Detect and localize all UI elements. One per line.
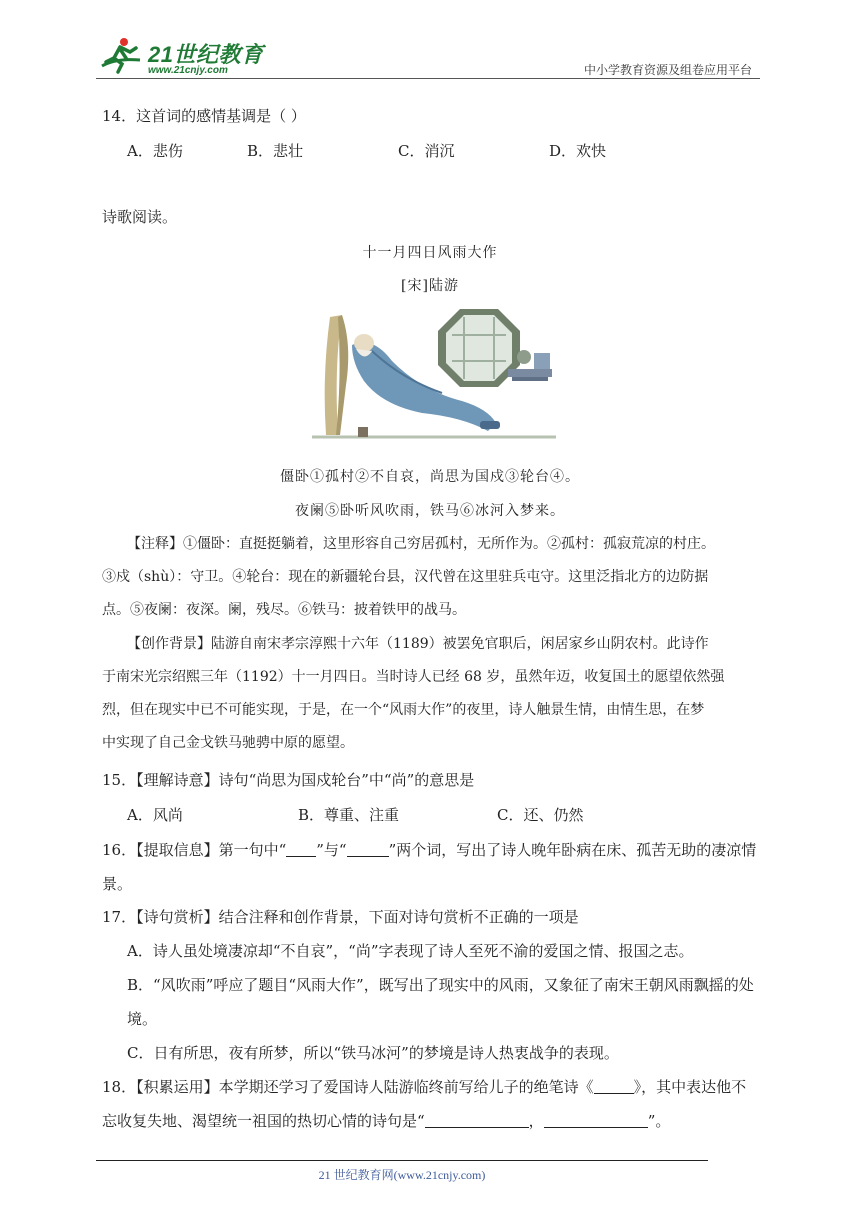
footer-divider	[96, 1160, 708, 1161]
site-logo	[96, 36, 266, 78]
q18-blank-line-1[interactable]	[425, 1113, 529, 1128]
header-divider	[96, 78, 760, 79]
q16-blank-2[interactable]	[347, 842, 389, 857]
background-line-3: 烈，但在现实中已不可能实现，于是，在一个“风雨大作”的夜里，诗人触景生情，由情生思，在梦	[102, 702, 705, 718]
q14-option-b: B．悲壮	[247, 142, 304, 160]
q18-text-5: ”。	[647, 1112, 671, 1130]
question-15: 15．【理解诗意】诗句“尚思为国戍轮台”中“尚”的意思是	[102, 771, 475, 789]
question-14: 14．这首词的感情基调是（ ）	[102, 107, 306, 125]
q15-option-b: B．尊重、注重	[298, 806, 400, 824]
poem-line-2: 夜阑⑤卧听风吹雨，铁马⑥冰河入梦来。	[295, 503, 565, 519]
q17-option-c: C．日有所思，夜有所梦，所以“铁马冰河”的梦境是诗人热衷战争的表现。	[127, 1044, 619, 1062]
q14-option-d: D．欢快	[549, 142, 607, 160]
question-16-line-2: 景。	[102, 875, 133, 893]
q17-option-b: B．“风吹雨”呼应了题目“风雨大作”，既写出了现实中的风雨，又象征了南宋王朝风雨飘摇的处	[127, 976, 754, 994]
q17-option-a: A．诗人虽处境凄凉却“不自哀”，“尚”字表现了诗人至死不渝的爱国之情、报国之志。	[127, 942, 694, 960]
background-line-2: 于南宋光宗绍熙三年（1192）十一月四日。当时诗人已经 68 岁，虽然年迈，收复国土的愿望依然强	[102, 669, 725, 685]
question-18	[102, 1076, 746, 1097]
platform-label: 中小学教育资源及组卷应用平台	[583, 63, 752, 77]
background-line-1: 【创作背景】陆游自南宋孝宗淳熙十六年（1189）被罢免官职后，闲居家乡山阴农村。此诗作	[127, 636, 709, 652]
q15-option-a: A．风尚	[127, 806, 183, 824]
question-18-line-2	[102, 1110, 670, 1131]
q16-blank-1[interactable]	[286, 842, 316, 857]
q18-text-3: 忘收复失地、渴望统一祖国的热切心情的诗句是“	[102, 1112, 425, 1130]
footer-text: 21 世纪教育网(www.21cnjy.com)	[318, 1168, 486, 1182]
q14-option-a: A．悲伤	[127, 142, 183, 160]
background-line-4: 中实现了自己金戈铁马驰骋中原的愿望。	[102, 735, 354, 751]
section-intro: 诗歌阅读。	[102, 208, 178, 226]
running-man-icon	[96, 36, 148, 78]
q16-text-1: 16．【提取信息】第一句中“	[102, 841, 287, 859]
question-17: 17．【诗句赏析】结合注释和创作背景，下面对诗句赏析不正确的一项是	[102, 908, 579, 926]
q14-option-c: C．消沉	[398, 142, 455, 160]
logo-text: 21世纪教育	[148, 42, 264, 67]
q16-text-3: ”两个词，写出了诗人晚年卧病在床、孤苦无助的凄凉情	[388, 841, 757, 859]
q17-option-b-cont: 境。	[127, 1010, 158, 1028]
poem-illustration	[312, 305, 556, 445]
poem-line-1: 僵卧①孤村②不自哀，尚思为国戍③轮台④。	[280, 469, 580, 485]
notes-line-1: 【注释】①僵卧：直挺挺躺着，这里形容自己穷居孤村，无所作为。②孤村：孤寂荒凉的村庄。	[127, 536, 715, 552]
q16-text-2: ”与“	[316, 841, 347, 859]
q18-text-1: 18．【积累运用】本学期还学习了爱国诗人陆游临终前写给儿子的绝笔诗《	[102, 1078, 594, 1096]
poem-author: [宋]陆游	[401, 278, 459, 294]
q18-blank-line-2[interactable]	[544, 1113, 648, 1128]
q18-blank-title[interactable]	[594, 1079, 634, 1094]
logo-url: www.21cnjy.com	[148, 65, 228, 76]
poem-title: 十一月四日风雨大作	[362, 245, 498, 261]
notes-line-3: 点。⑤夜阑：夜深。阑，残尽。⑥铁马：披着铁甲的战马。	[102, 602, 466, 618]
question-16	[102, 839, 756, 860]
q18-text-2: 》，其中表达他不	[633, 1078, 747, 1096]
q15-option-c: C．还、仍然	[497, 806, 584, 824]
notes-line-2: ③戍（shù）：守卫。④轮台：现在的新疆轮台县，汉代曾在这里驻兵屯守。这里泛指北方的边防据	[102, 569, 709, 585]
q18-text-4: ，	[528, 1112, 544, 1130]
